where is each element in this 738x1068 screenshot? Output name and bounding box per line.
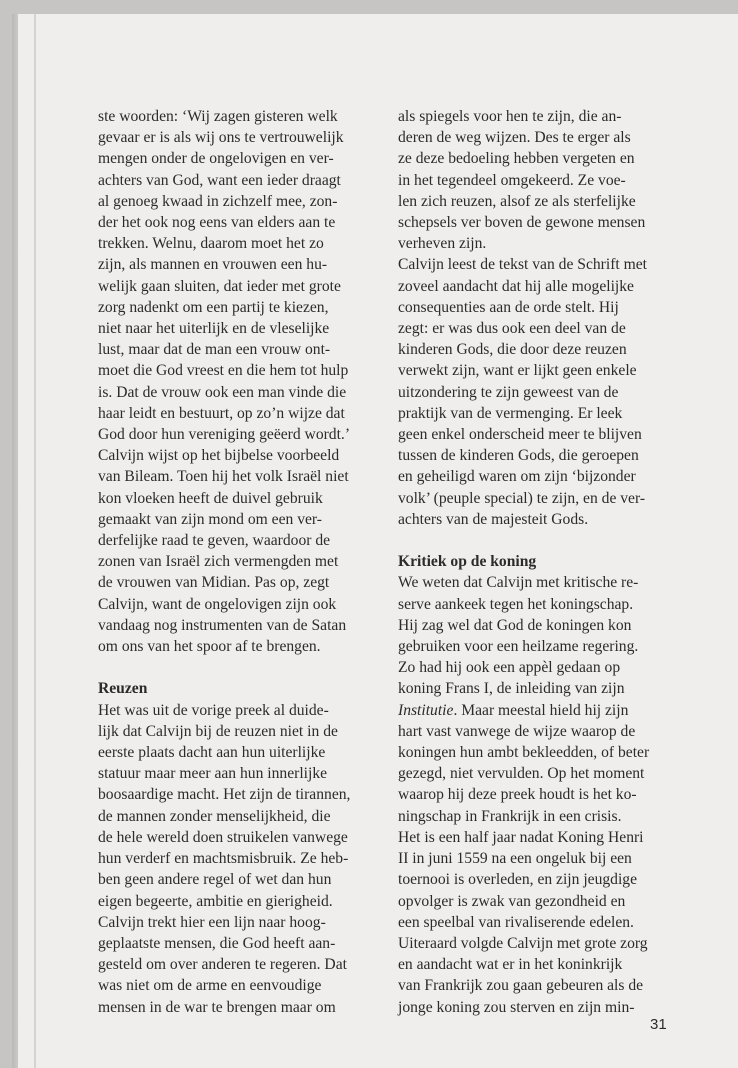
text-line: Calvijn leest de tekst van de Schrift met [398,256,648,274]
text-line: statuur maar meer aan hun innerlijke [98,765,328,783]
text-line: ste woorden: ‘Wij zagen gisteren welk [98,108,338,125]
text-line: eigen begeerte, ambitie en gierigheid. [98,892,333,910]
text-line: uitzondering te zijn geweest van de [398,383,619,401]
text-line: We weten dat Calvijn met kritische re- [398,574,639,592]
left-paragraph-1 [98,106,373,445]
text-line: kinderen Gods, die door deze reuzen [398,341,627,359]
text-line: van Frankrijk zou gaan gebeuren als de [398,977,644,995]
text-line: de vrouwen van Midian. Pas op, zegt [98,574,330,592]
text-line: gevaar er is als wij ons te vertrouwelijk [98,129,344,147]
text-line: Het is een half jaar nadat Koning Henri [398,828,644,846]
text-line: was niet om de arme en eenvoudige [98,977,322,995]
text-line: toernooi is overleden, en zijn jeugdige [398,871,638,889]
institutie-title: Institutie [398,701,454,719]
text-line: om ons van het spoor af te brengen. [98,638,321,656]
gutter-line [34,14,36,1068]
text-line: gemaakt van zijn mond om een ver- [98,510,322,528]
text-line: gesteld om over anderen te regeren. Dat [98,956,347,974]
text-line: Het was uit de vorige preek al duide- [98,701,329,719]
text-line: al genoeg kwaad in zichzelf mee, zon- [98,192,338,210]
text-line: als spiegels voor hen te zijn, die an- [398,108,622,125]
text-line: tussen de kinderen Gods, die geroepen [398,447,639,465]
text-line: zegt: er was dus ook een deel van de [398,320,626,338]
paragraph-gap [398,530,673,551]
text-line: van Bileam. Toen hij het volk Israël niet [98,468,349,486]
text-line: derfelijke raad te geven, waardoor de [98,532,331,550]
text-line: de hele wereld doen struikelen vanwege [98,828,348,846]
text-line: serve aankeek tegen het koningschap. [398,595,634,613]
text-line: II in juni 1559 na een ongeluk bij een [398,850,632,868]
text-line: kon vloeken heeft de duivel gebruik [98,489,323,507]
right-paragraph-3-start [398,572,673,699]
text-line: deren de weg wijzen. Des te erger als [398,129,631,147]
text-line: Uiteraard volgde Calvijn met grote zorg [398,934,648,952]
right-text-column [398,106,673,1018]
text-line: welijk gaan sluiten, dat ieder met grote [98,277,341,295]
right-paragraph-4 [398,827,673,1018]
left-paragraph-2 [98,445,373,657]
text-line [398,700,673,721]
text-line: gezegd, niet vervulden. Op het moment [398,765,645,783]
text-line: mensen in de war te brengen maar om [98,998,336,1016]
text-line: niet naar het uiterlijk en de vleselijke [98,320,330,338]
text-line: schepsels ver boven de gewone mensen [398,214,646,232]
text-line: Calvijn, want de ongelovigen zijn ook [98,595,337,613]
text-line: Calvijn wijst op het bijbelse voorbeeld [98,447,340,465]
text-line: gebruiken voor een heilzame regering. [398,638,639,656]
text-line: God door hun vereniging geëerd wordt.’ [98,426,351,444]
section-heading-kritiek: Kritiek op de koning [398,553,537,571]
text-line: de mannen zonder menselijkheid, die [98,807,331,825]
section-heading-reuzen: Reuzen [98,680,148,698]
text-line: ben geen andere regel of wet dan hun [98,871,332,889]
text-line: zorg nadenkt om een partij te kiezen, [98,298,329,316]
text-line: hart vast vanwege de wijze waarop de [398,722,636,740]
right-paragraph-2 [398,254,673,530]
text-line: een speelbal van rivaliserende edelen. [398,913,634,931]
text-line: volk’ (peuple special) te zijn, en de ver- [398,489,646,507]
text-line: der het ook nog eens van elders aan te [98,214,336,232]
left-paragraph-3 [98,700,373,1018]
right-paragraph-3-end [398,721,673,827]
right-paragraph-3 [398,572,673,826]
text-line: achters van God, want een ieder draagt [98,171,341,189]
text-line: opvolger is zwak van gezondheid en [398,892,626,910]
text-line: en aandacht wat er in het koninkrijk [398,956,623,974]
text-line: hun verderf en machtsmisbruik. Ze heb- [98,850,349,868]
text-line: geen enkel onderscheid meer te blijven [398,426,642,444]
text-line: in het tegendeel omgekeerd. Ze voe- [398,171,626,189]
text-line: lijk dat Calvijn bij de reuzen niet in de [98,722,338,740]
text-line: zoveel aandacht dat hij alle mogelijke [398,277,634,295]
text-line: Zo had hij ook een appèl gedaan op [398,659,621,677]
text-line: koningen hun ambt bekleedden, of beter [398,744,650,762]
text-line: trekken. Welnu, daarom moet het zo [98,235,324,253]
text-line: boosaardige macht. Het zijn de tirannen, [98,786,351,804]
text-line: en geheiligd waren om zijn ‘bijzonder [398,468,636,486]
text-line: praktijk van de vermenging. Er leek [398,404,623,422]
text-line: verheven zijn. [398,235,487,253]
text-line: lust, maar dat de man een vrouw ont- [98,341,331,359]
text-line: koning Frans I, de inleiding van zijn [398,680,625,698]
text-line: moet die God vreest en die hem tot hulp [98,362,349,380]
text-line: zijn, als mannen en vrouwen een hu- [98,256,328,274]
text-line: haar leidt en bestuurt, op zo’n wijze dat [98,404,345,422]
left-text-column [98,106,373,1018]
text-line: ningschap in Frankrijk in een crisis. [398,807,622,825]
text-line: waarop hij deze preek houdt is het ko- [398,786,637,804]
text-line: jonge koning zou sterven en zijn min- [398,998,635,1016]
paragraph-gap [98,657,373,678]
text-line: Hij zag wel dat God de koningen kon [398,616,632,634]
text-line: len zich reuzen, alsof ze als sterfelijke [398,192,636,210]
right-paragraph-1 [398,106,673,254]
text-line: Calvijn trekt hier een lijn naar hoog- [98,913,326,931]
text-line: achters van de majesteit Gods. [398,510,589,528]
page-number: 31 [650,1016,667,1033]
text-line: consequenties aan de orde stelt. Hij [398,298,619,316]
text-line: ze deze bedoeling hebben vergeten en [398,150,635,168]
text-line: eerste plaats dacht aan hun uiterlijke [98,744,326,762]
institutie-line-rest: . Maar meestal hield hij zijn [453,701,629,719]
text-line: verwekt zijn, want er lijkt geen enkele [398,362,637,380]
text-line: is. Dat de vrouw ook een man vinde die [98,383,347,401]
text-line: vandaag nog instrumenten van de Satan [98,616,347,634]
text-line: mengen onder de ongelovigen en ver- [98,150,334,168]
text-line: geplaatste mensen, die God heeft aan- [98,934,336,952]
text-line: zonen van Israël zich vermengden met [98,553,339,571]
